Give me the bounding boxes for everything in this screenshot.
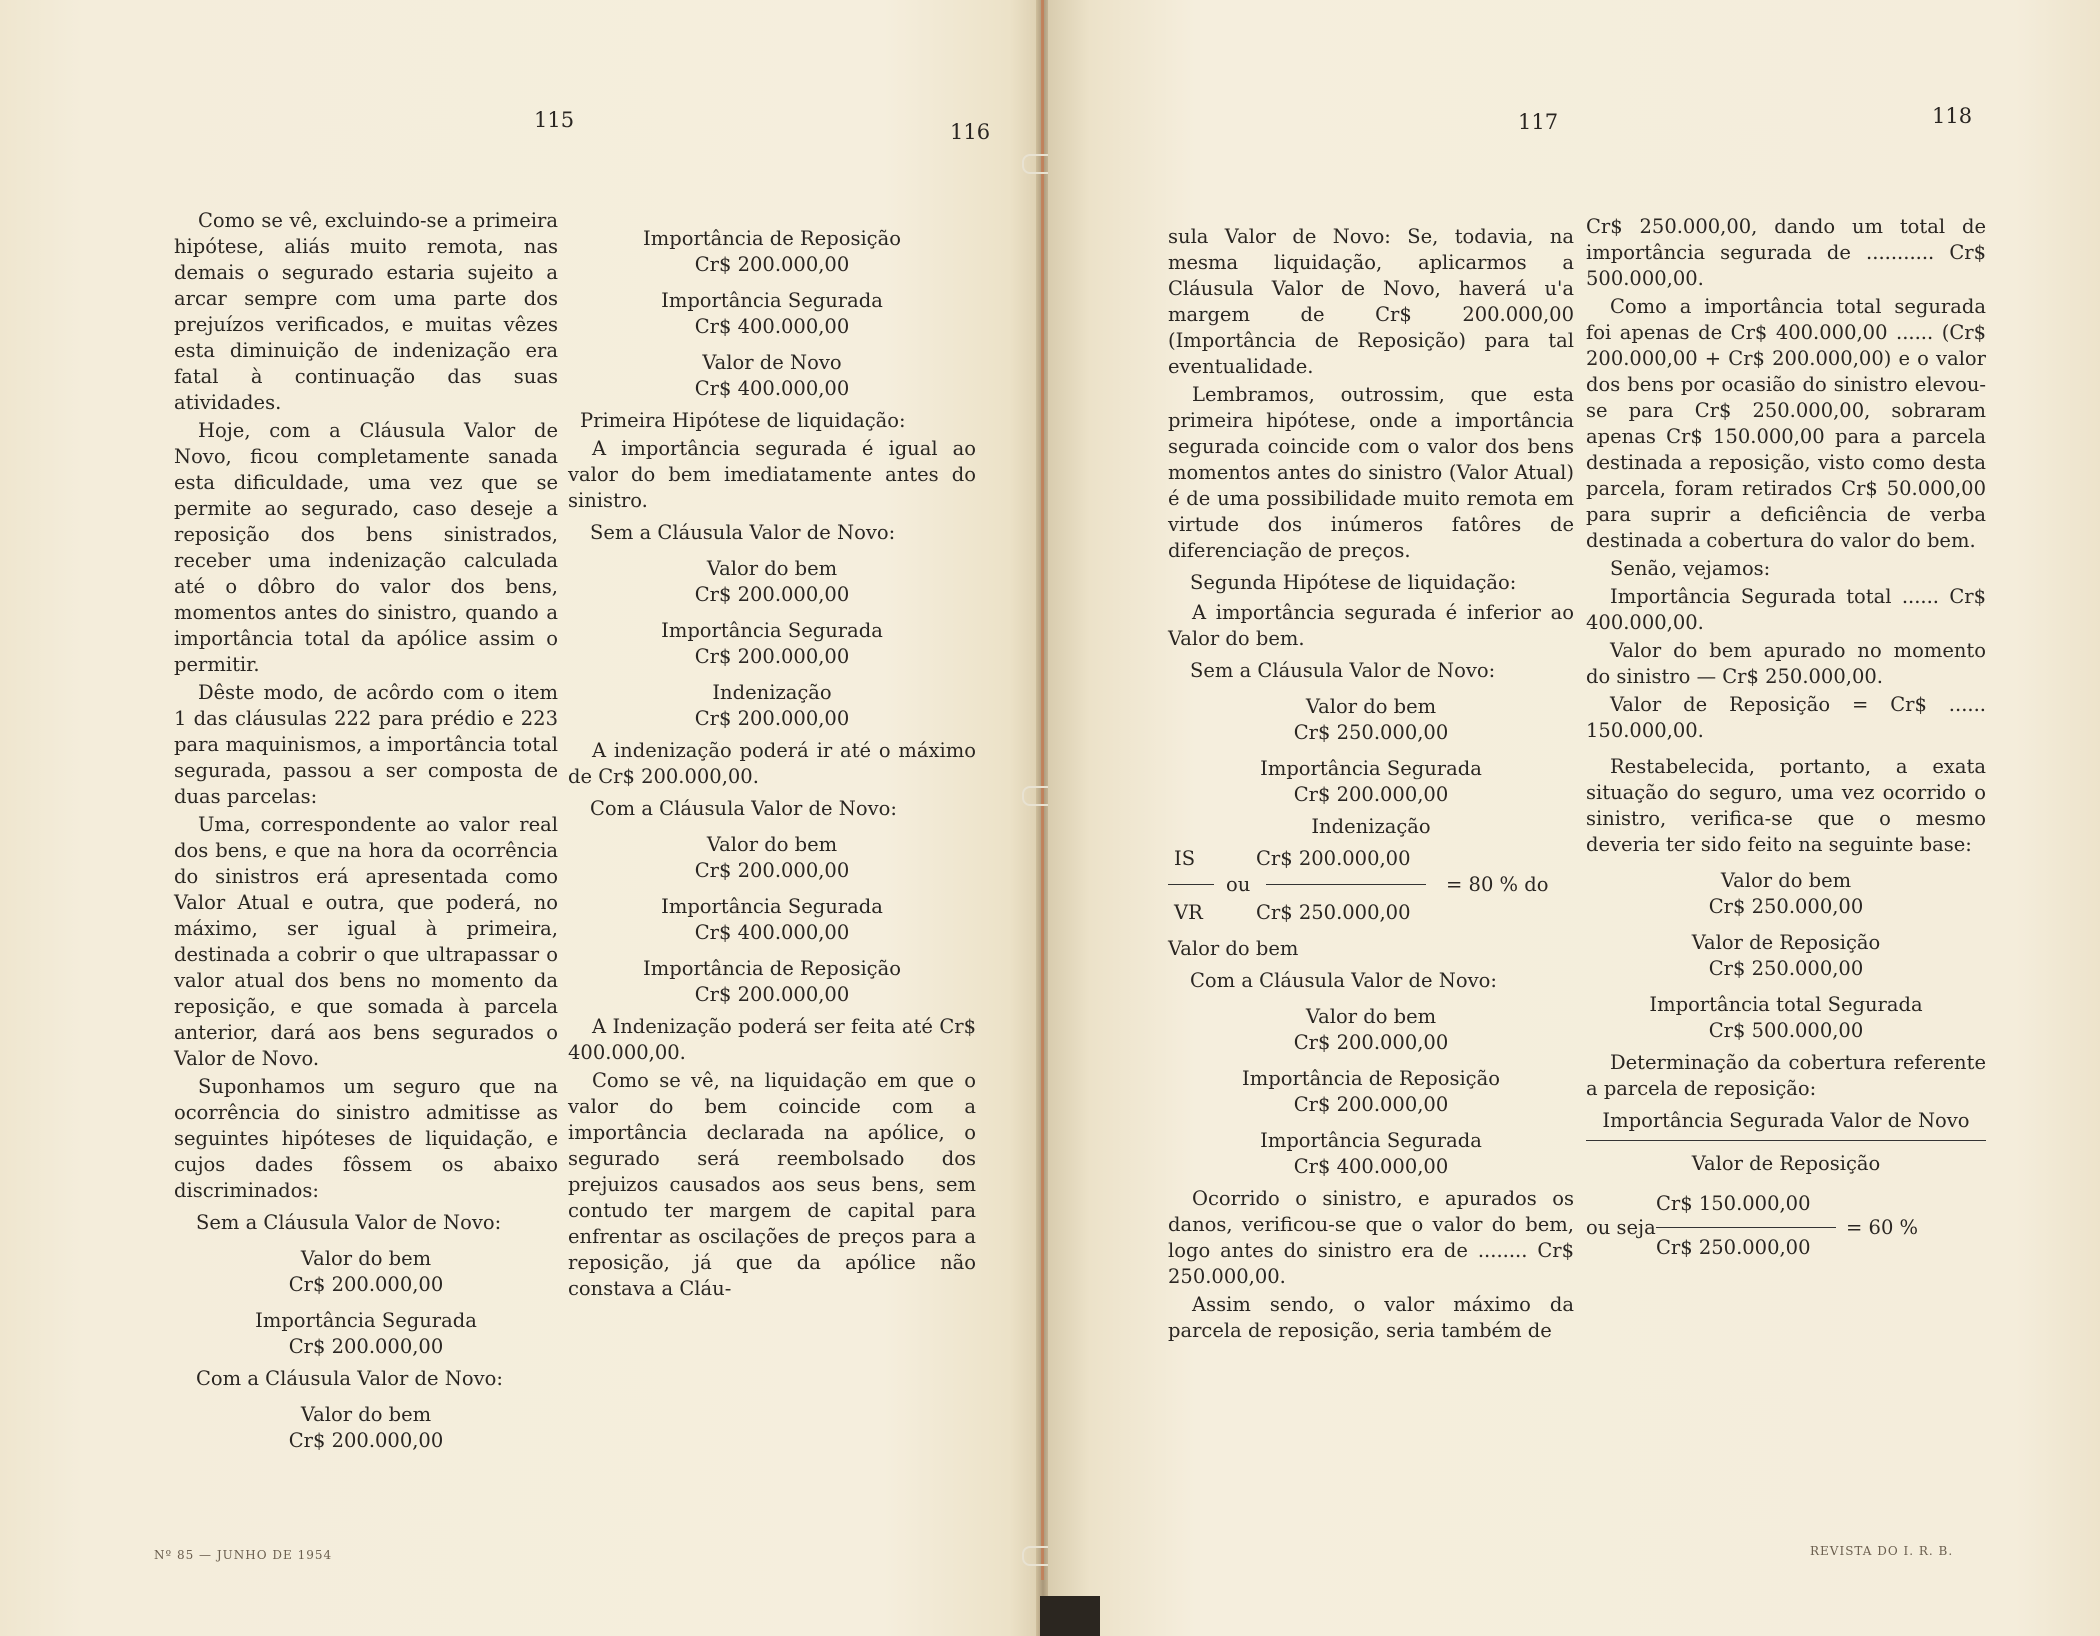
formula-result: = 60 % <box>1846 1216 1919 1239</box>
value-amount: Cr$ 250.000,00 <box>1708 895 1864 918</box>
value-amount: Cr$ 200.000,00 <box>694 707 850 730</box>
value-amount: Cr$ 200.000,00 <box>694 645 850 668</box>
formula-numerator: Importância Segurada Valor de Novo <box>1602 1109 1970 1132</box>
paragraph: Restabelecida, portanto, a exata situação do seguro, uma vez ocorrido o sinistro, verifica-se que o mesmo deveria ter sido feito na seguinte base: <box>1586 755 1986 856</box>
value-amount: Cr$ 200.000,00 <box>288 1273 444 1296</box>
paragraph: Hoje, com a Cláusula Valor de Novo, ficou completamente sanada esta dificuldade, uma vez que se permite ao segurado, caso deseje a reposição dos bens sinistrados, receber uma indenização calculada até o dôbro do valor dos bens, momentos antes do sinistro, quando a importância total da apólice assim o permitir. <box>174 419 558 676</box>
formula-ou-seja: ou seja <box>1586 1216 1656 1239</box>
value-block <box>1586 868 1986 920</box>
page-number-117: 117 <box>1518 110 1559 134</box>
value-label: Importância de Reposição <box>643 227 901 250</box>
value-block <box>174 1308 558 1360</box>
ratio-formula <box>1168 844 1574 930</box>
value-amount: Cr$ 400.000,00 <box>694 921 850 944</box>
paragraph: Dêste modo, de acôrdo com o item 1 das cláusulas 222 para prédio e 223 para maquinismos, a importância total segurada, passou a ser composta de duas parcelas: <box>174 681 558 808</box>
section-heading: Sem a Cláusula Valor de Novo: <box>196 1211 502 1234</box>
value-amount: Cr$ 400.000,00 <box>694 377 850 400</box>
value-label: Valor do bem <box>1305 695 1437 718</box>
formula-is-value: Cr$ 200.000,00 <box>1256 847 1411 870</box>
value-block <box>568 832 976 884</box>
footer-issue: Nº 85 — JUNHO DE 1954 <box>154 1548 333 1562</box>
footer-journal: REVISTA DO I. R. B. <box>1810 1544 1954 1558</box>
paragraph: A importância segurada é igual ao valor do bem imediatamente antes do sinistro. <box>568 437 976 512</box>
value-amount: Cr$ 200.000,00 <box>288 1335 444 1358</box>
value-block <box>568 956 976 1008</box>
paragraph: A indenização poderá ir até o máximo de Cr$ 200.000,00. <box>568 739 976 788</box>
fraction-bar <box>1586 1140 1986 1141</box>
value-block <box>1168 1004 1574 1056</box>
paragraph: A importância segurada é inferior ao Valor do bem. <box>1168 601 1574 650</box>
paragraph: Valor do bem <box>1168 937 1299 960</box>
page-number-115: 115 <box>534 108 575 132</box>
value-label: Importância Segurada <box>255 1309 477 1332</box>
paragraph: Senão, vejamos: <box>1610 557 1771 580</box>
value-label: Valor do bem <box>1720 869 1852 892</box>
value-block <box>1168 1128 1574 1180</box>
formula-vr-value: Cr$ 250.000,00 <box>1256 901 1411 924</box>
value-label: Valor do bem <box>300 1247 432 1270</box>
paragraph: Como se vê, na liquidação em que o valor do bem coincide com a importância declarada na apólice, o segurado será reembolsado dos prejuizos causados aos seus bens, sem contudo ter margem de capital para enfrentar as oscilações de preços para a reposição, já que da apólice não constava a Cláu- <box>568 1069 976 1300</box>
paragraph: Cr$ 250.000,00, dando um total de importância segurada de ........... Cr$ 500.000,00. <box>1586 215 1986 290</box>
ratio-formula <box>1586 1181 1986 1261</box>
fraction-bar <box>1168 884 1214 885</box>
value-block <box>1168 1066 1574 1118</box>
formula-vr: VR <box>1174 901 1203 924</box>
value-label: Importância de Reposição <box>1242 1067 1500 1090</box>
section-heading: Sem a Cláusula Valor de Novo: <box>1190 659 1496 682</box>
paragraph: Valor do bem apurado no momento do sinistro — Cr$ 250.000,00. <box>1586 639 1986 688</box>
paragraph: Ocorrido o sinistro, e apurados os danos, verificou-se que o valor do bem, logo antes do sinistro era de ........ Cr$ 250.000,00. <box>1168 1187 1574 1288</box>
section-heading: Sem a Cláusula Valor de Novo: <box>590 521 896 544</box>
value-amount: Cr$ 200.000,00 <box>1293 783 1449 806</box>
value-block <box>568 350 976 402</box>
value-amount: Cr$ 250.000,00 <box>1708 957 1864 980</box>
section-heading: Segunda Hipótese de liquidação: <box>1190 571 1517 594</box>
value-block <box>568 288 976 340</box>
formula-is: IS <box>1174 847 1196 870</box>
formula-numerator-value: Cr$ 150.000,00 <box>1656 1192 1811 1215</box>
formula-denominator: Valor de Reposição <box>1691 1152 1881 1175</box>
paragraph: Como a importância total segurada foi apenas de Cr$ 400.000,00 ...... (Cr$ 200.000,00 + Cr$ 200.000,00) e o valor dos bens por ocasião do sinistro elevou-se para Cr$ 250.000,00, sobraram apenas Cr$ 150.000,00 para a parcela destinada a reposição, visto como desta parcela, foram retirados Cr$ 50.000,00 para suprir a deficiência de verba destinada a cobertura do valor do bem. <box>1586 295 1986 552</box>
value-block <box>1586 992 1986 1044</box>
value-amount: Cr$ 200.000,00 <box>694 253 850 276</box>
value-block <box>568 680 976 732</box>
section-heading: Com a Cláusula Valor de Novo: <box>1190 969 1497 992</box>
value-block <box>1168 756 1574 808</box>
value-block <box>568 226 976 278</box>
fraction-bar <box>1656 1227 1836 1228</box>
paragraph: A Indenização poderá ser feita até Cr$ 400.000,00. <box>568 1015 976 1064</box>
value-amount: Cr$ 400.000,00 <box>1293 1155 1449 1178</box>
paragraph: Importância Segurada total ...... Cr$ 400.000,00. <box>1586 585 1986 634</box>
value-label: Valor do bem <box>706 557 838 580</box>
paragraph: Valor de Reposição = Cr$ ...... 150.000,00. <box>1586 693 1986 742</box>
paragraph: Como se vê, excluindo-se a primeira hipótese, aliás muito remota, nas demais o segurado estaria sujeito a arcar sempre com uma parte dos prejuízos verificados, e muitas vêzes esta diminuição de indenização era fatal à continuação das suas atividades. <box>174 209 558 414</box>
value-label: Valor do bem <box>706 833 838 856</box>
value-label: Valor de Reposição <box>1691 931 1881 954</box>
value-amount: Cr$ 200.000,00 <box>694 983 850 1006</box>
value-block <box>174 1246 558 1298</box>
formula-denominator-value: Cr$ 250.000,00 <box>1656 1236 1811 1259</box>
value-label: Importância Segurada <box>1260 1129 1482 1152</box>
column-page-115 <box>174 208 558 1460</box>
value-amount: Cr$ 200.000,00 <box>694 583 850 606</box>
page-number-118: 118 <box>1932 104 1973 128</box>
value-label: Indenização <box>1311 815 1431 838</box>
value-label: Importância total Segurada <box>1649 993 1923 1016</box>
value-label: Valor de Novo <box>702 351 842 374</box>
left-page <box>0 0 1040 1636</box>
value-block <box>568 556 976 608</box>
paragraph: Lembramos, outrossim, que esta primeira hipótese, onde a importância segurada coincide com o valor dos bens momentos antes do sinistro (Valor Atual) é de uma possibilidade muito remota em virtude dos inúmeros fatôres de diferenciação de preços. <box>1168 383 1574 562</box>
paragraph: Uma, correspondente ao valor real dos bens, e que na hora da ocorrência do sinistros erá apresentada como Valor Atual e outra, que poderá, no máximo, ser igual à primeira, destinada a cobrir o que ultrapassar o valor atual dos bens no momento da reposição, e que somada à parcela anterior, dará aos bens segurados o Valor de Novo. <box>174 813 558 1070</box>
page-number-116: 116 <box>950 120 991 144</box>
column-page-116 <box>568 226 976 1304</box>
paragraph: Assim sendo, o valor máximo da parcela de reposição, seria também de <box>1168 1293 1574 1342</box>
formula-result: = 80 % do <box>1446 873 1549 896</box>
value-label: Importância de Reposição <box>643 957 901 980</box>
value-amount: Cr$ 200.000,00 <box>694 859 850 882</box>
formula-ou: ou <box>1226 873 1251 896</box>
fraction-bar <box>1266 884 1426 885</box>
paragraph: sula Valor de Novo: Se, todavia, na mesma liquidação, aplicarmos a Cláusula Valor de Novo, haverá u'a margem de Cr$ 200.000,00 (Importância de Reposição) para tal eventualidade. <box>1168 225 1574 378</box>
section-heading: Com a Cláusula Valor de Novo: <box>590 797 897 820</box>
value-amount: Cr$ 250.000,00 <box>1293 721 1449 744</box>
value-amount: Cr$ 500.000,00 <box>1708 1019 1864 1042</box>
column-page-117 <box>1168 224 1574 1346</box>
paragraph: Determinação da cobertura referente a parcela de reposição: <box>1586 1051 1986 1100</box>
value-block <box>568 894 976 946</box>
value-amount: Cr$ 200.000,00 <box>1293 1031 1449 1054</box>
value-label: Valor do bem <box>1305 1005 1437 1028</box>
value-label: Valor do bem <box>300 1403 432 1426</box>
value-block <box>1586 930 1986 982</box>
value-label: Importância Segurada <box>661 895 883 918</box>
right-page <box>1048 0 2100 1636</box>
column-page-118 <box>1586 214 1986 1267</box>
value-label: Importância Segurada <box>661 619 883 642</box>
value-block <box>174 1402 558 1454</box>
value-amount: Cr$ 400.000,00 <box>694 315 850 338</box>
value-label: Importância Segurada <box>1260 757 1482 780</box>
value-amount: Cr$ 200.000,00 <box>1293 1093 1449 1116</box>
section-heading: Primeira Hipótese de liquidação: <box>580 409 906 432</box>
value-label: Indenização <box>712 681 832 704</box>
value-block <box>568 618 976 670</box>
value-amount: Cr$ 200.000,00 <box>288 1429 444 1452</box>
paragraph: Suponhamos um seguro que na ocorrência do sinistro admitisse as seguintes hipóteses de liquidação, e cujos dades fôssem os abaixo discriminados: <box>174 1075 558 1202</box>
section-heading: Com a Cláusula Valor de Novo: <box>196 1367 503 1390</box>
value-label: Importância Segurada <box>661 289 883 312</box>
value-block <box>1168 694 1574 746</box>
binding-shadow <box>1040 1596 1100 1636</box>
